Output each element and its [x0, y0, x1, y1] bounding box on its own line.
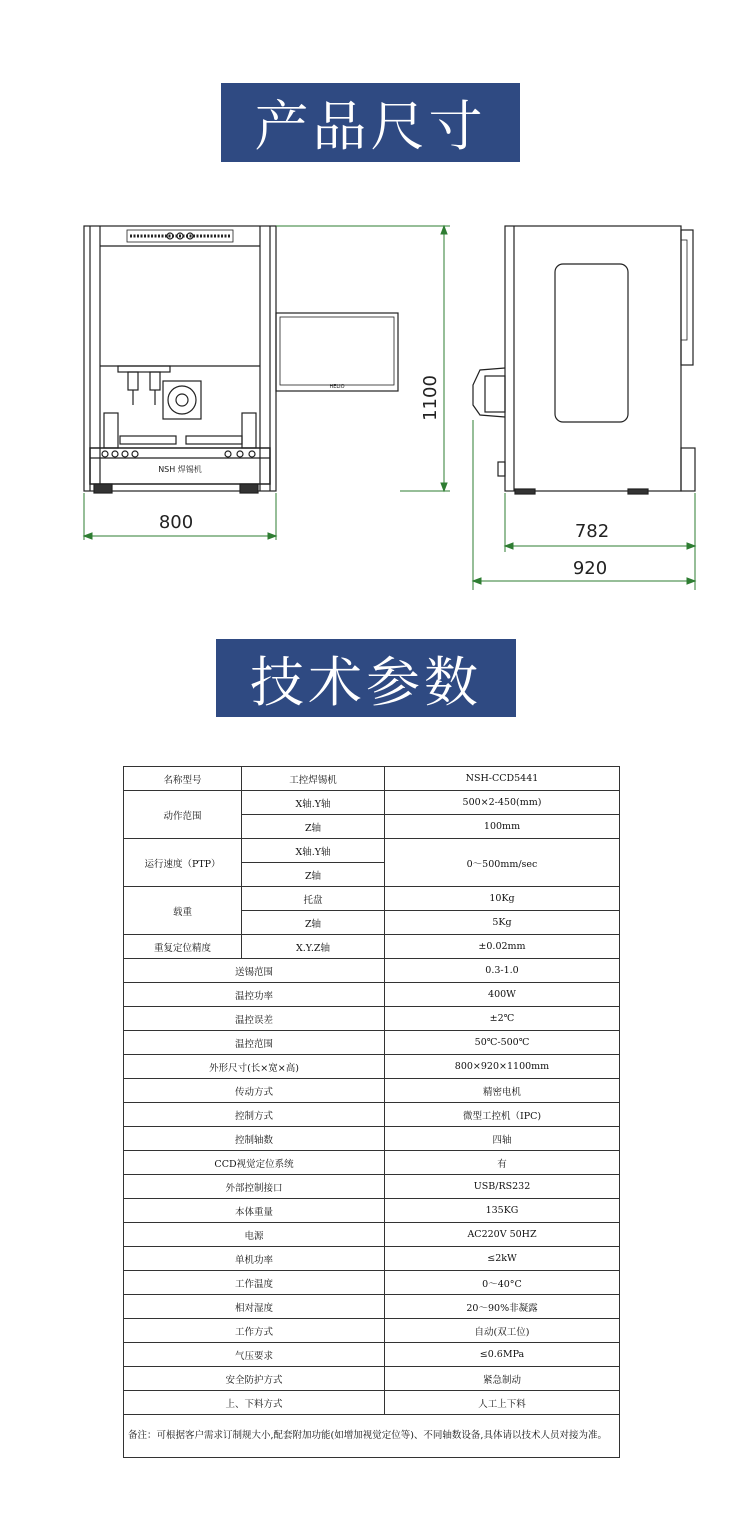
table-row: [124, 1247, 620, 1271]
spec-key: 温控范围: [124, 1031, 385, 1055]
table-row: [124, 1415, 620, 1458]
spec-key: 送锡范围: [124, 959, 385, 983]
spec-value: 精密电机: [385, 1079, 620, 1103]
spec-value: 10Kg: [385, 887, 620, 911]
spec-value: 100mm: [385, 815, 620, 839]
table-row: [124, 959, 620, 983]
body-depth-value: 782: [574, 521, 610, 542]
spec-label: 运行速度（PTP）: [124, 839, 242, 887]
spec-value: 5Kg: [385, 911, 620, 935]
spec-key: 单机功率: [124, 1247, 385, 1271]
table-row: [124, 1031, 620, 1055]
spec-sub: X轴.Y轴: [242, 791, 385, 815]
side-view: [473, 226, 695, 494]
spec-value: ≤2kW: [385, 1247, 620, 1271]
table-row: [124, 1343, 620, 1367]
spec-value: ±2℃: [385, 1007, 620, 1031]
spec-sub: Z轴: [242, 911, 385, 935]
spec-value: 0～500mm/sec: [385, 839, 620, 887]
spec-key: 工作方式: [124, 1319, 385, 1343]
table-row: [124, 1199, 620, 1223]
width-dimension-value: 800: [158, 512, 194, 533]
spec-key: 温控功率: [124, 983, 385, 1007]
table-row: [124, 1391, 620, 1415]
spec-key: 本体重量: [124, 1199, 385, 1223]
table-row: [124, 935, 620, 959]
front-panel-label: NSH 焊锡机: [158, 465, 202, 474]
spec-sub: Z轴: [242, 863, 385, 887]
table-row: [124, 1007, 620, 1031]
table-row: [124, 767, 620, 791]
table-row: [124, 1103, 620, 1127]
table-row: [124, 1367, 620, 1391]
spec-key: 安全防护方式: [124, 1367, 385, 1391]
spec-cell: 名称型号: [124, 767, 242, 791]
spec-value: 50℃-500℃: [385, 1031, 620, 1055]
spec-value: 自动(双工位): [385, 1319, 620, 1343]
spec-value: 有: [385, 1151, 620, 1175]
spec-value: AC220V 50HZ: [385, 1223, 620, 1247]
spec-value: 微型工控机（IPC): [385, 1103, 620, 1127]
table-row: [124, 1079, 620, 1103]
table-row: [124, 1319, 620, 1343]
spec-cell: 工控焊锡机: [242, 767, 385, 791]
table-row: [124, 1295, 620, 1319]
table-row: [124, 1127, 620, 1151]
spec-value: 人工上下料: [385, 1391, 620, 1415]
spec-table: [123, 766, 620, 1458]
spec-label: 载重: [124, 887, 242, 935]
table-row: [124, 1151, 620, 1175]
table-row: [124, 1055, 620, 1079]
spec-value: 四轴: [385, 1127, 620, 1151]
spec-value: ±0.02mm: [385, 935, 620, 959]
table-row: [124, 1271, 620, 1295]
table-row: [124, 791, 620, 815]
spec-value: 0.3-1.0: [385, 959, 620, 983]
spec-sub: X轴.Y轴: [242, 839, 385, 863]
params-title: 技术参数: [250, 650, 482, 714]
spec-note: 备注：可根据客户需求订制规大小,配套附加功能(如增加视觉定位等)、不同轴数设备,具体请以技术人员对接为准。: [124, 1415, 620, 1458]
spec-value: ≤0.6MPa: [385, 1343, 620, 1367]
spec-sub: X.Y.Z轴: [242, 935, 385, 959]
spec-key: 控制轴数: [124, 1127, 385, 1151]
spec-key: 气压要求: [124, 1343, 385, 1367]
spec-value: 紧急制动: [385, 1367, 620, 1391]
table-row: [124, 839, 620, 863]
spec-value: 800×920×1100mm: [385, 1055, 620, 1079]
spec-label: 重复定位精度: [124, 935, 242, 959]
table-row: [124, 1223, 620, 1247]
table-row: [124, 983, 620, 1007]
spec-key: 工作温度: [124, 1271, 385, 1295]
front-view: [84, 226, 398, 493]
monitor-label: HELIO: [329, 384, 345, 390]
spec-cell: NSH-CCD5441: [385, 767, 620, 791]
spec-value: 400W: [385, 983, 620, 1007]
spec-key: CCD视觉定位系统: [124, 1151, 385, 1175]
spec-key: 控制方式: [124, 1103, 385, 1127]
total-depth-value: 920: [572, 558, 608, 579]
spec-sub: Z轴: [242, 815, 385, 839]
spec-value: USB/RS232: [385, 1175, 620, 1199]
table-row: [124, 887, 620, 911]
dimensions-title: 产品尺寸: [254, 95, 487, 158]
spec-sub: 托盘: [242, 887, 385, 911]
dimensions-title-banner: [221, 83, 520, 162]
params-title-banner: [216, 639, 516, 717]
product-dimension-drawing: [0, 215, 750, 595]
spec-value: 20～90%非凝露: [385, 1295, 620, 1319]
spec-value: 500×2-450(mm): [385, 791, 620, 815]
table-row: [124, 1175, 620, 1199]
spec-value: 0～40°C: [385, 1271, 620, 1295]
spec-key: 外形尺寸(长×宽×高): [124, 1055, 385, 1079]
spec-key: 上、下料方式: [124, 1391, 385, 1415]
height-dimension-value: 1100: [420, 375, 441, 421]
spec-label: 动作范围: [124, 791, 242, 839]
spec-key: 外部控制接口: [124, 1175, 385, 1199]
spec-key: 电源: [124, 1223, 385, 1247]
height-dimension: [276, 226, 450, 491]
spec-key: 相对湿度: [124, 1295, 385, 1319]
spec-key: 温控误差: [124, 1007, 385, 1031]
spec-value: 135KG: [385, 1199, 620, 1223]
spec-key: 传动方式: [124, 1079, 385, 1103]
